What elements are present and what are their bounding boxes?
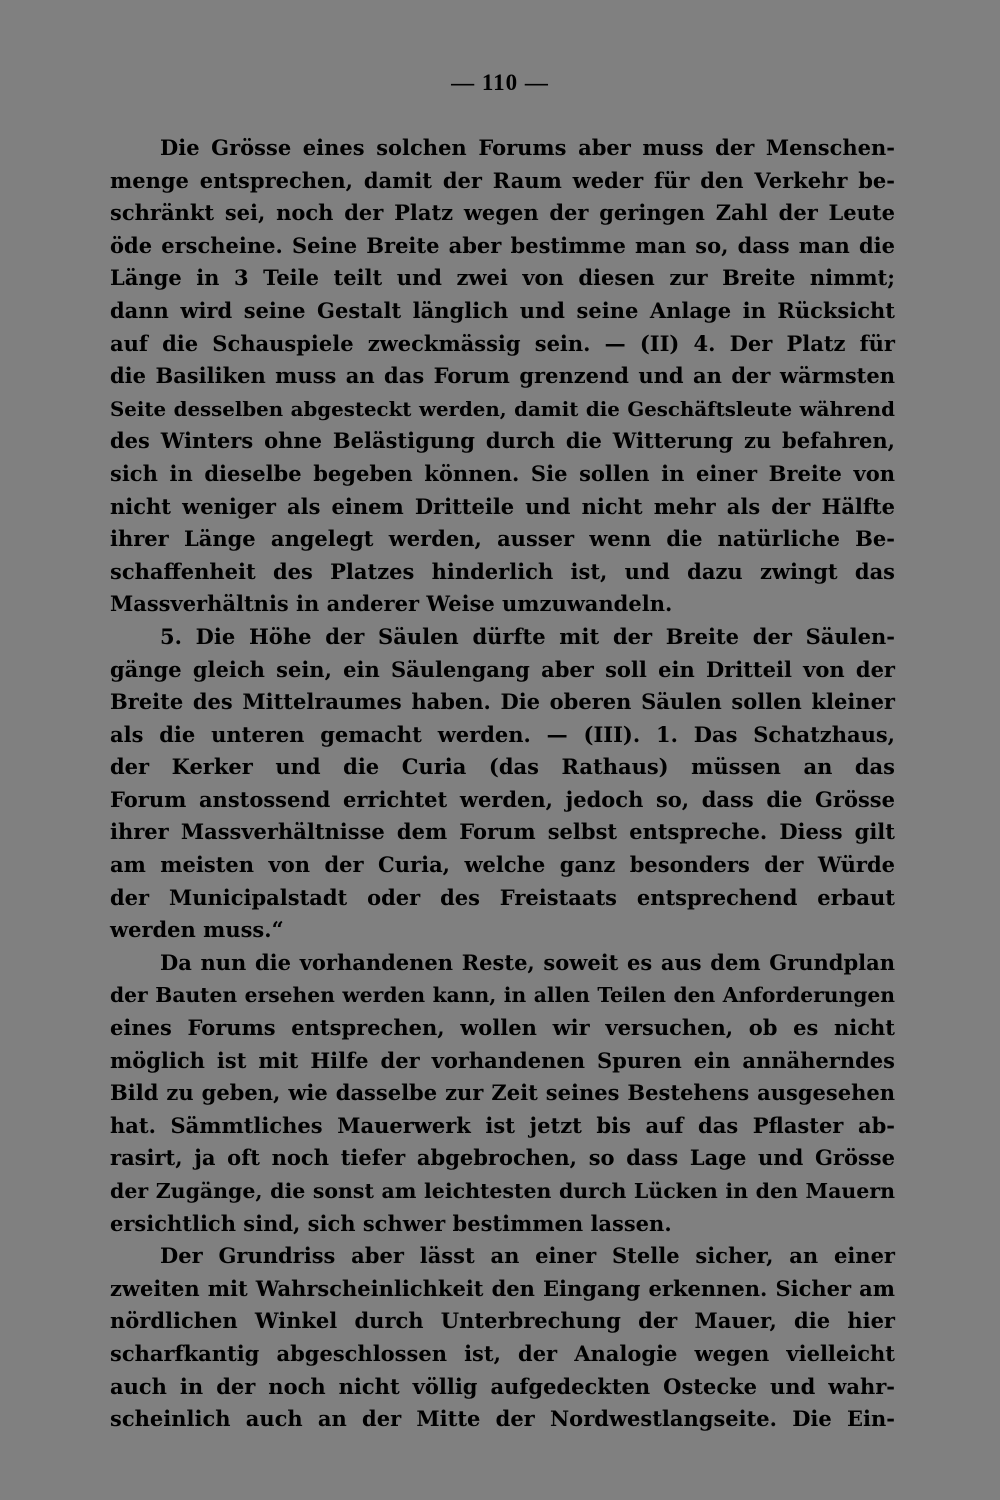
- text-line: die Basiliken muss an das Forum grenzend und an der wärmsten: [110, 363, 895, 389]
- text-line: schaffenheit des Platzes hinderlich ist, und dazu zwingt das: [110, 558, 895, 584]
- text-line: ihrer Länge angelegt werden, ausser wenn die natürliche Be-: [110, 526, 895, 552]
- text-line: Länge in 3 Teile teilt und zwei von diesen zur Breite nimmt;: [110, 265, 895, 291]
- paragraph-3: [110, 947, 895, 1240]
- paragraph-1: [110, 132, 895, 621]
- text-line: hat. Sämmtliches Mauerwerk ist jetzt bis auf das Pflaster ab-: [110, 1112, 895, 1138]
- text-line: Breite des Mittelraumes haben. Die oberen Säulen sollen kleiner: [110, 689, 895, 715]
- text-line: menge entsprechen, damit der Raum weder für den Verkehr be-: [110, 167, 895, 193]
- text-line: schränkt sei, noch der Platz wegen der geringen Zahl der Leute: [110, 200, 895, 226]
- text-line: öde erscheine. Seine Breite aber bestimme man so, dass man die: [110, 232, 895, 258]
- text-line: der Bauten ersehen werden kann, in allen Teilen den Anforderungen: [110, 983, 895, 1008]
- text-line: des Winters ohne Belästigung durch die Witterung zu befahren,: [110, 428, 895, 454]
- page-number: — 110 —: [451, 70, 549, 95]
- text-line: rasirt, ja oft noch tiefer abgebrochen, so dass Lage und Grösse: [110, 1145, 895, 1171]
- text-line: eines Forums entsprechen, wollen wir versuchen, ob es nicht: [110, 1015, 895, 1041]
- text-line: ihrer Massverhältnisse dem Forum selbst entspreche. Diess gilt: [110, 819, 895, 845]
- paragraph-2: [110, 621, 895, 947]
- text-line: sich in dieselbe begeben können. Sie sollen in einer Breite von: [110, 460, 895, 486]
- text-line: auch in der noch nicht völlig aufgedeckten Ostecke und wahr-: [110, 1373, 895, 1399]
- text-line: Die Grösse eines solchen Forums aber muss der Menschen-: [160, 135, 895, 160]
- text-line: der Kerker und die Curia (das Rathaus) müssen an das: [110, 754, 895, 780]
- text-line: am meisten von der Curia, welche ganz besonders der Würde: [110, 852, 895, 878]
- text-line: als die unteren gemacht werden. — (III). 1. Das Schatzhaus,: [110, 721, 895, 747]
- text-line: ersichtlich sind, sich schwer bestimmen lassen.: [110, 1210, 672, 1236]
- text-line: Bild zu geben, wie dasselbe zur Zeit seines Bestehens ausgesehen: [110, 1080, 895, 1106]
- text-line: Massverhältnis in anderer Weise umzuwandeln.: [110, 591, 673, 617]
- text-line: dann wird seine Gestalt länglich und seine Anlage in Rücksicht: [110, 297, 895, 323]
- text-line: scharfkantig abgeschlossen ist, der Analogie wegen vielleicht: [110, 1340, 895, 1366]
- text-line: 5. Die Höhe der Säulen dürfte mit der Breite der Säulen-: [160, 623, 895, 649]
- text-line: Da nun die vorhandenen Reste, soweit es aus dem Grundplan: [160, 949, 895, 975]
- body-text: [110, 132, 895, 1436]
- text-line: Seite desselben abgesteckt werden, damit die Geschäftsleute während: [110, 396, 895, 421]
- text-line: nicht weniger als einem Dritteile und nicht mehr als der Hälfte: [110, 493, 895, 519]
- text-line: der Zugänge, die sonst am leichtesten durch Lücken in den Mauern: [110, 1179, 895, 1203]
- text-line: auf die Schauspiele zweckmässig sein. — (II) 4. Der Platz für: [110, 330, 895, 356]
- text-line: zweiten mit Wahrscheinlichkeit den Eingang erkennen. Sicher am: [110, 1275, 895, 1301]
- text-line: Forum anstossend errichtet werden, jedoch so, dass die Grösse: [110, 786, 895, 812]
- text-line: gänge gleich sein, ein Säulengang aber soll ein Dritteil von der: [110, 656, 895, 682]
- text-line: nördlichen Winkel durch Unterbrechung der Mauer, die hier: [110, 1308, 895, 1334]
- paragraph-4: [110, 1240, 895, 1436]
- text-line: möglich ist mit Hilfe der vorhandenen Spuren ein annäherndes: [110, 1047, 895, 1073]
- text-line: der Municipalstadt oder des Freistaats entsprechend erbaut: [110, 884, 895, 910]
- text-line: Der Grundriss aber lässt an einer Stelle sicher, an einer: [160, 1243, 895, 1269]
- text-line: werden muss.“: [110, 917, 284, 943]
- text-line: scheinlich auch an der Mitte der Nordwestlangseite. Die Ein-: [110, 1406, 895, 1432]
